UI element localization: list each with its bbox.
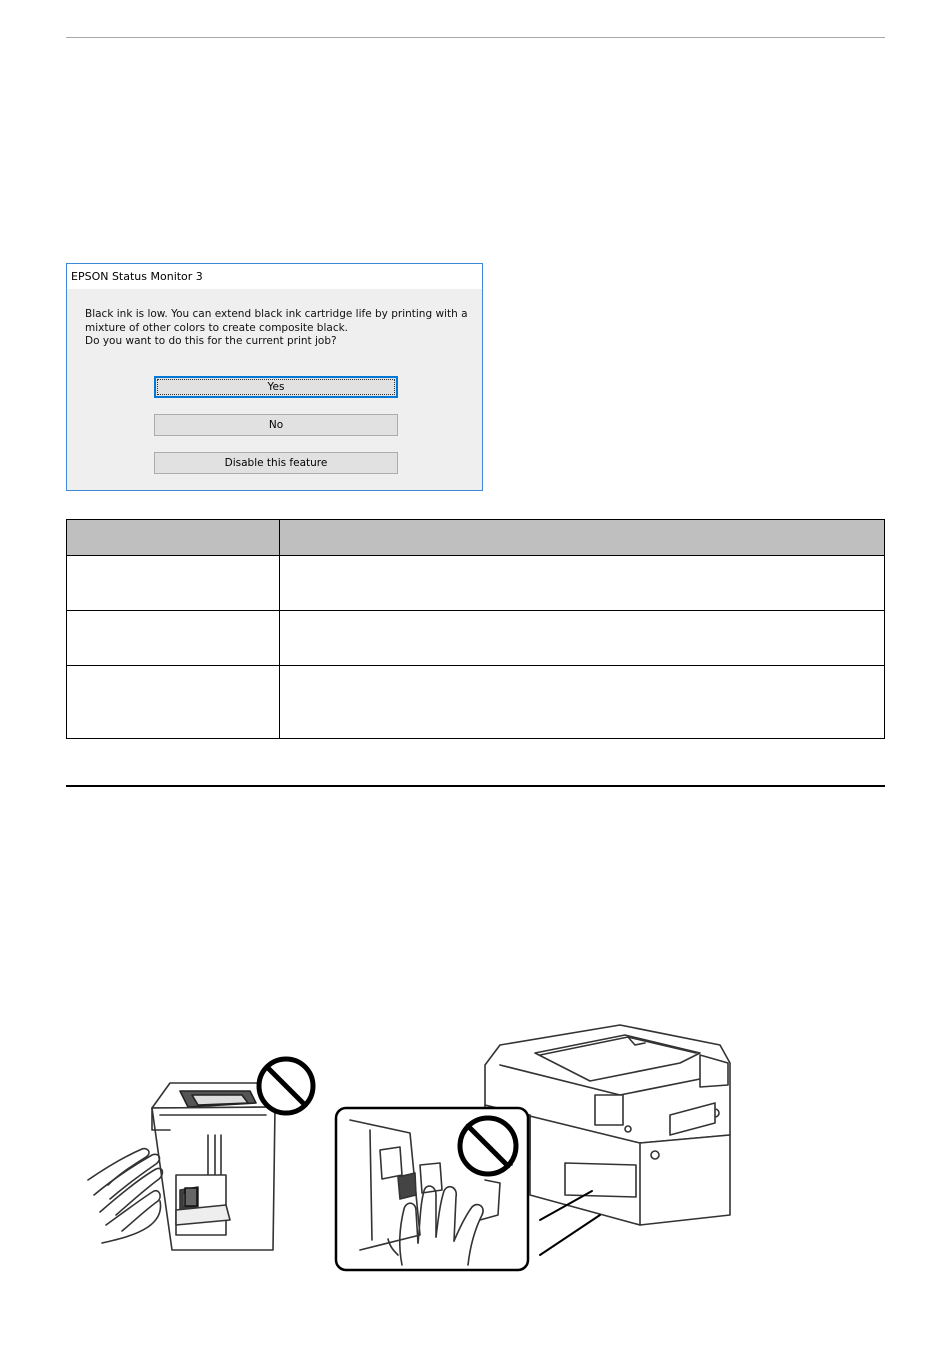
table-row — [67, 611, 885, 666]
no-button[interactable] — [154, 414, 398, 436]
options-table — [66, 519, 885, 739]
table-row — [67, 556, 885, 611]
table-header-cell — [67, 520, 280, 556]
prohibited-icon — [259, 1059, 313, 1113]
table-header-cell — [280, 520, 885, 556]
prohibited-icon — [460, 1118, 516, 1174]
ink-cartridge-icon — [185, 1188, 197, 1206]
dialog-message-line-3: Do you want to do this for the current print job? — [85, 335, 337, 347]
focus-ring — [157, 379, 395, 395]
dialog-titlebar — [67, 264, 482, 289]
disable-feature-button-label: Disable this feature — [224, 457, 328, 469]
table-cell — [280, 556, 885, 611]
yes-button-label: Yes — [267, 381, 285, 393]
dialog-title: EPSON Status Monitor 3 — [71, 270, 203, 283]
dialog-message-line-1: Black ink is low. You can extend black ink cartridge life by printing with a — [85, 308, 468, 320]
status-monitor-dialog — [66, 263, 483, 491]
section-rule — [66, 785, 885, 787]
table-cell — [280, 611, 885, 666]
table-cell — [67, 611, 280, 666]
top-rule — [66, 37, 885, 38]
table-row — [67, 666, 885, 739]
do-not-touch-illustration — [80, 1015, 760, 1280]
table-header-row — [67, 520, 885, 556]
disable-feature-button[interactable] — [154, 452, 398, 474]
table-cell — [280, 666, 885, 739]
dialog-message — [85, 308, 468, 349]
table-cell — [67, 556, 280, 611]
printer-icon — [152, 1083, 275, 1250]
dialog-message-line-2: mixture of other colors to create composite black. — [85, 321, 349, 334]
yes-button[interactable] — [154, 376, 398, 398]
table-cell — [67, 666, 280, 739]
hand-icon — [88, 1149, 162, 1243]
no-button-label: No — [268, 419, 284, 431]
